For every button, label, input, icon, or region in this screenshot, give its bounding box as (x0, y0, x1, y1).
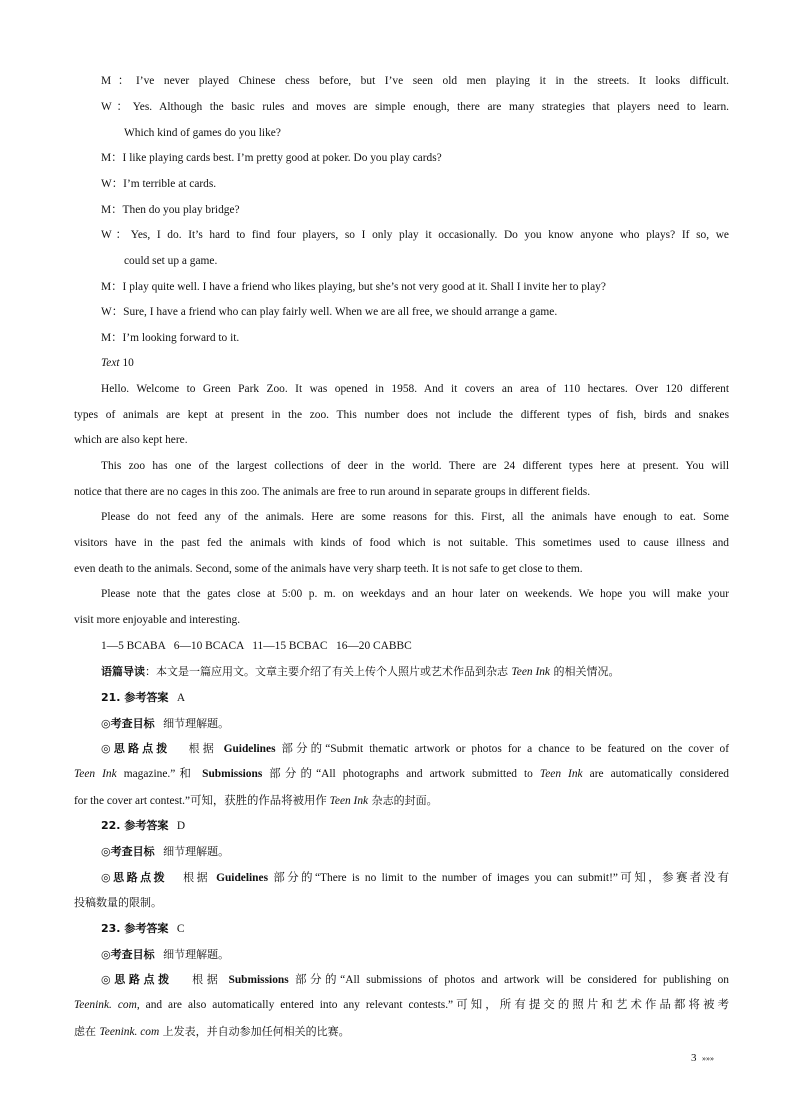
paragraph-line: Please do not feed any of the animals. Here are some reasons for this. First, all the animals have enough to eat. Some (101, 511, 729, 523)
question-23-hint: ◎思路点拨 根据 Submissions 部分的“All submissions of photos and artwork will be considered for publishing on (101, 973, 729, 986)
dialogue-line: M：I play quite well. I have a friend who likes playing, but she’s not very good at it. Shall I invite her to play? (101, 281, 606, 293)
paragraph-line: visitors have in the past fed the animals with kinds of food which is not suitable. This sometimes used to cause illness and (74, 537, 729, 549)
paragraph-line: Hello. Welcome to Green Park Zoo. It was opened in 1958. And it covers an area of 110 hectares. Over 120 different (101, 383, 729, 395)
paragraph-line: This zoo has one of the largest collections of deer in the world. There are 24 different types here at present. You will (101, 460, 729, 472)
dialogue-line: W：Sure, I have a friend who can play fairly well. When we are all free, we should arrange a game. (101, 306, 558, 318)
question-21-goal: ◎考查目标 细节理解题。 (101, 717, 230, 730)
section-heading-text10: Text 10 (101, 357, 134, 369)
paragraph-line: Please note that the gates close at 5:00 p. m. on weekdays and an hour later on weekends. We hope you will make your (101, 588, 729, 600)
page-number: 3 »»» (691, 1052, 714, 1064)
question-23-answer: 23. 参考答案 C (101, 922, 185, 935)
dialogue-line: W：I’m terrible at cards. (101, 178, 217, 190)
page-arrows: »»» (702, 1054, 714, 1063)
question-23-goal: ◎考查目标 细节理解题。 (101, 948, 230, 961)
question-23-hint-cont: 虑在 Teenink. com 上发表，并自动参加任何相关的比赛。 (74, 1025, 350, 1038)
question-21-hint-cont: for the cover art contest.”可知，获胜的作品将被用作 Teen Ink 杂志的封面。 (74, 794, 438, 807)
dialogue-line: M：Then do you play bridge? (101, 204, 240, 216)
dialogue-line: W：Yes. Although the basic rules and moves are simple enough, there are many strategies that players need to learn. (101, 101, 729, 113)
paragraph-line: visit more enjoyable and interesting. (74, 614, 241, 626)
question-23-hint-cont: Teenink. com, and are also automatically entered into any relevant contests.”可知，所有提交的照片和艺术作品都将被考 (74, 999, 729, 1011)
dialogue-line: W：Yes, I do. It’s hard to find four players, so I only play it occasionally. Do you know anyone who plays? If so, we (101, 229, 729, 241)
answer-key-line: 1—5 BCABA 6—10 BCACA 11—15 BCBAC 16—20 CABBC (101, 640, 412, 652)
dialogue-line: M：I’m looking forward to it. (101, 332, 240, 344)
paragraph-line: types of animals are kept at present in the zoo. This number does not include the different types of fish, birds and snakes (74, 409, 729, 421)
dialogue-line: M：I’ve never played Chinese chess before, but I’ve seen old men playing it in the streets. It looks difficult. (101, 75, 729, 87)
paragraph-line: notice that there are no cages in this zoo. The animals are free to run around in separate groups in different fields. (74, 486, 591, 498)
reading-guide: 语篇导读：本文是一篇应用文。文章主要介绍了有关上传个人照片或艺术作品到杂志 Teen Ink 的相关情况。 (101, 665, 620, 678)
question-21-hint: ◎思路点拨 根据 Guidelines 部分的“Submit thematic artwork or photos for a chance to be featured on the cover of (101, 742, 729, 755)
question-22-answer: 22. 参考答案 D (101, 819, 186, 832)
dialogue-line: Which kind of games do you like? (124, 127, 281, 139)
question-21-answer: 21. 参考答案 A (101, 691, 186, 704)
question-22-hint: ◎思路点拨 根据 Guidelines 部分的“There is no limit to the number of images you can submit!”可知，参赛者没有 (101, 871, 730, 884)
question-21-hint-cont: Teen Ink magazine.”和 Submissions 部分的“All photographs and artwork submitted to Teen Ink are automatically considered (74, 768, 729, 780)
dialogue-line: M：I like playing cards best. I’m pretty good at poker. Do you play cards? (101, 152, 442, 164)
paragraph-line: which are also kept here. (74, 434, 188, 446)
question-22-goal: ◎考查目标 细节理解题。 (101, 845, 230, 858)
question-22-hint-cont: 投稿数量的限制。 (74, 896, 162, 909)
dialogue-line: could set up a game. (124, 255, 218, 267)
paragraph-line: even death to the animals. Second, some of the animals have very sharp teeth. It is not safe to get close to them. (74, 563, 583, 575)
